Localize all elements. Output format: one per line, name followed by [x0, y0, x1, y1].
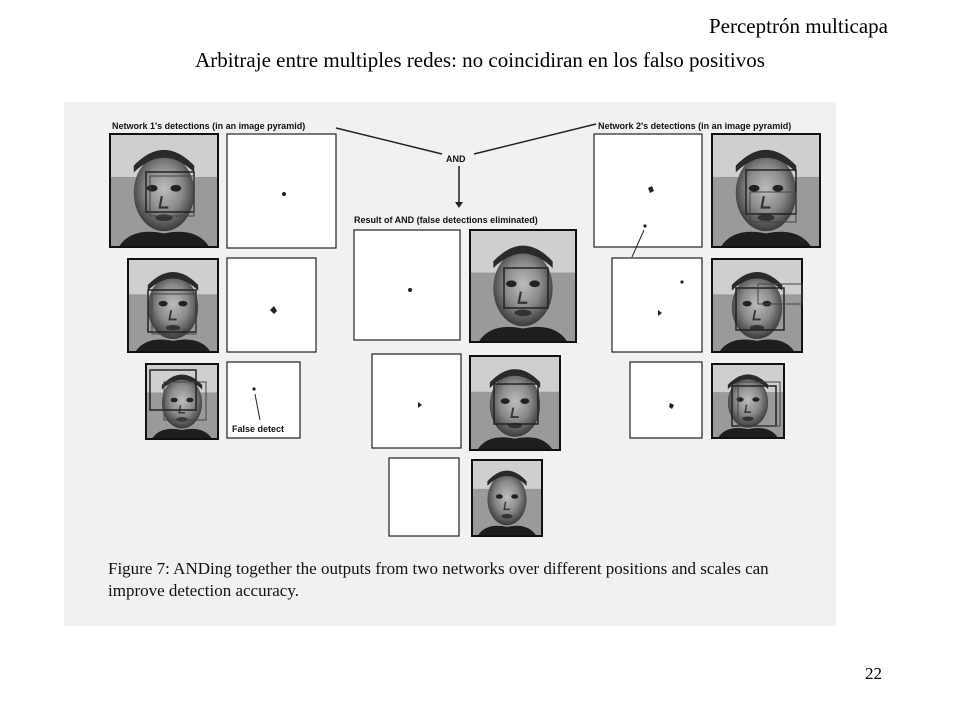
net2-face-medium: [712, 259, 802, 352]
slide-subtitle: Arbitraje entre multiples redes: no coincidiran en los falso positivos: [195, 48, 765, 72]
false-detect-label: False detect: [232, 424, 285, 434]
network1-label: Network 1's detections (in an image pyramid): [112, 121, 306, 131]
result-face-medium: [470, 356, 560, 450]
result-face-large: [470, 230, 576, 342]
result-label: Result of AND (false detections eliminated): [354, 215, 538, 225]
net2-map-small: [630, 362, 702, 438]
page-number: 22: [865, 664, 882, 683]
slide-header-title: Perceptrón multicapa: [708, 14, 888, 38]
net1-face-medium: [128, 259, 218, 352]
figure-anding-networks: [64, 102, 836, 626]
net1-map-medium: [227, 258, 316, 352]
net2-map-medium: [612, 258, 702, 352]
net1-face-large: [110, 134, 218, 247]
arrow-net1-to-and: [336, 128, 442, 154]
result-map-large: [354, 230, 460, 340]
net2-face-small: [712, 364, 784, 438]
figure-caption: Figure 7: ANDing together the outputs from two networks over different positions and scales can improve detection accuracy.: [108, 559, 769, 600]
figure-diagram: [64, 102, 836, 626]
result-face-small: [472, 460, 542, 536]
net2-map-large: [594, 134, 702, 257]
net1-map-large: [227, 134, 336, 248]
result-map-medium: [372, 354, 461, 448]
result-map-small: [389, 458, 459, 536]
arrow-net2-to-and: [474, 124, 596, 154]
net2-face-large: [712, 134, 820, 247]
net1-face-small: [146, 364, 218, 439]
network2-label: Network 2's detections (in an image pyramid): [598, 121, 792, 131]
and-label: AND: [446, 154, 466, 164]
